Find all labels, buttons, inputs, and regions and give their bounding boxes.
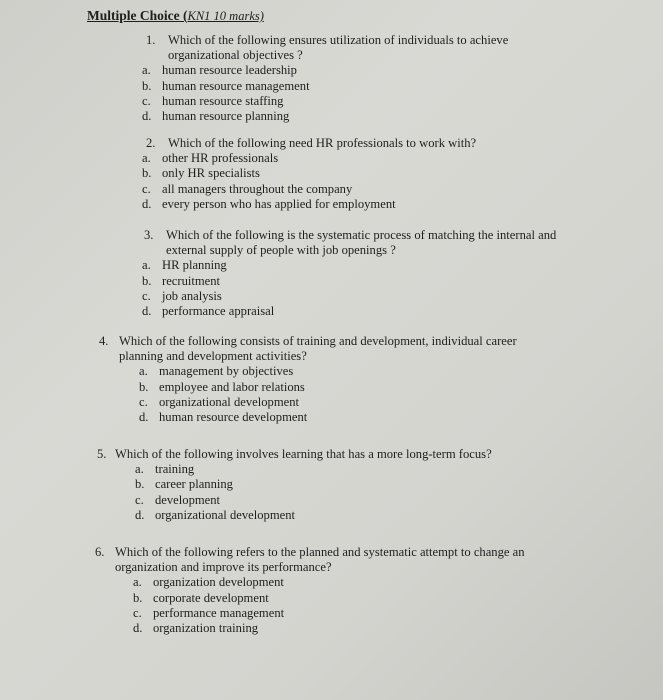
option-c[interactable]	[142, 94, 546, 109]
option-letter: b.	[133, 590, 143, 605]
option-text: job analysis	[162, 288, 222, 303]
option-text: HR planning	[162, 258, 227, 273]
option-text: employee and labor relations	[159, 379, 305, 394]
question-stem: Which of the following refers to the planned and systematic attempt to change an organization and improve its performance?	[115, 545, 525, 575]
option-letter: d.	[133, 621, 143, 636]
option-a[interactable]	[142, 63, 546, 78]
option-letter: b.	[142, 78, 152, 93]
section-subtitle: KN1 10 marks)	[187, 9, 264, 23]
option-d[interactable]	[133, 621, 585, 636]
option-letter: d.	[139, 410, 149, 425]
option-letter: a.	[142, 151, 151, 166]
option-text: career planning	[155, 477, 233, 492]
option-letter: c.	[133, 605, 142, 620]
section-title: Multiple Choice (	[87, 8, 188, 23]
option-text: organization development	[153, 575, 284, 590]
question-number: 1.	[146, 33, 156, 47]
option-d[interactable]	[142, 197, 566, 212]
question-6	[95, 545, 585, 636]
option-letter: a.	[139, 364, 148, 379]
option-a[interactable]	[142, 151, 566, 166]
option-letter: d.	[142, 196, 152, 211]
option-text: corporate development	[153, 590, 269, 605]
section-header	[87, 8, 264, 24]
option-text: human resource development	[159, 410, 308, 425]
option-text: every person who has applied for employment	[162, 196, 396, 211]
option-c[interactable]	[142, 182, 566, 197]
option-text: performance management	[153, 605, 285, 620]
option-text: training	[155, 462, 195, 477]
option-d[interactable]	[135, 508, 547, 523]
option-a[interactable]	[139, 364, 569, 379]
option-c[interactable]	[133, 606, 585, 621]
option-b[interactable]	[142, 79, 546, 94]
question-4	[99, 334, 569, 425]
option-text: management by objectives	[159, 364, 294, 379]
question-number: 5.	[97, 447, 107, 461]
question-stem: Which of the following ensures utilization of individuals to achieve organizational objectives ?	[168, 33, 509, 63]
option-b[interactable]	[142, 166, 566, 181]
option-letter: d.	[135, 507, 145, 522]
question-2	[142, 136, 566, 212]
option-text: human resource planning	[162, 109, 290, 124]
option-text: only HR specialists	[162, 166, 260, 181]
option-text: recruitment	[162, 273, 221, 288]
option-letter: c.	[142, 181, 151, 196]
question-stem: Which of the following is the systematic process of matching the internal and external supply of people with job openings ?	[166, 228, 557, 258]
option-letter: c.	[142, 288, 151, 303]
option-letter: d.	[142, 109, 152, 124]
option-text: human resource leadership	[162, 63, 297, 78]
option-text: development	[155, 492, 221, 507]
option-letter: b.	[142, 166, 152, 181]
option-text: all managers throughout the company	[162, 181, 353, 196]
option-c[interactable]	[135, 493, 547, 508]
question-stem: Which of the following need HR professionals to work with?	[168, 136, 477, 150]
option-text: organizational development	[155, 507, 296, 522]
option-letter: a.	[142, 63, 151, 78]
question-stem: Which of the following involves learning that has a more long-term focus?	[115, 447, 492, 461]
option-text: human resource staffing	[162, 93, 284, 108]
option-letter: a.	[133, 575, 142, 590]
option-a[interactable]	[142, 258, 584, 273]
question-stem: Which of the following consists of training and development, individual career planning and development activities?	[119, 334, 517, 364]
option-text: other HR professionals	[162, 151, 279, 166]
option-letter: b.	[142, 273, 152, 288]
question-3	[144, 228, 584, 319]
option-text: performance appraisal	[162, 304, 275, 319]
option-a[interactable]	[135, 462, 547, 477]
option-c[interactable]	[139, 395, 569, 410]
option-d[interactable]	[142, 304, 584, 319]
option-a[interactable]	[133, 575, 585, 590]
option-b[interactable]	[139, 380, 569, 395]
question-1	[142, 33, 546, 124]
option-letter: c.	[142, 93, 151, 108]
option-letter: d.	[142, 304, 152, 319]
question-number: 2.	[146, 136, 156, 150]
option-letter: b.	[135, 477, 145, 492]
option-b[interactable]	[142, 274, 584, 289]
option-text: human resource management	[162, 78, 310, 93]
option-letter: a.	[142, 258, 151, 273]
option-text: organizational development	[159, 394, 300, 409]
option-letter: c.	[135, 492, 144, 507]
option-b[interactable]	[133, 591, 585, 606]
question-number: 4.	[99, 334, 109, 348]
option-b[interactable]	[135, 477, 547, 492]
option-text: organization training	[153, 621, 259, 636]
option-d[interactable]	[142, 109, 546, 124]
option-d[interactable]	[139, 410, 569, 425]
option-letter: a.	[135, 462, 144, 477]
question-5	[97, 447, 547, 523]
option-c[interactable]	[142, 289, 584, 304]
question-number: 3.	[144, 228, 154, 242]
option-letter: b.	[139, 379, 149, 394]
question-number: 6.	[95, 545, 105, 559]
option-letter: c.	[139, 394, 148, 409]
